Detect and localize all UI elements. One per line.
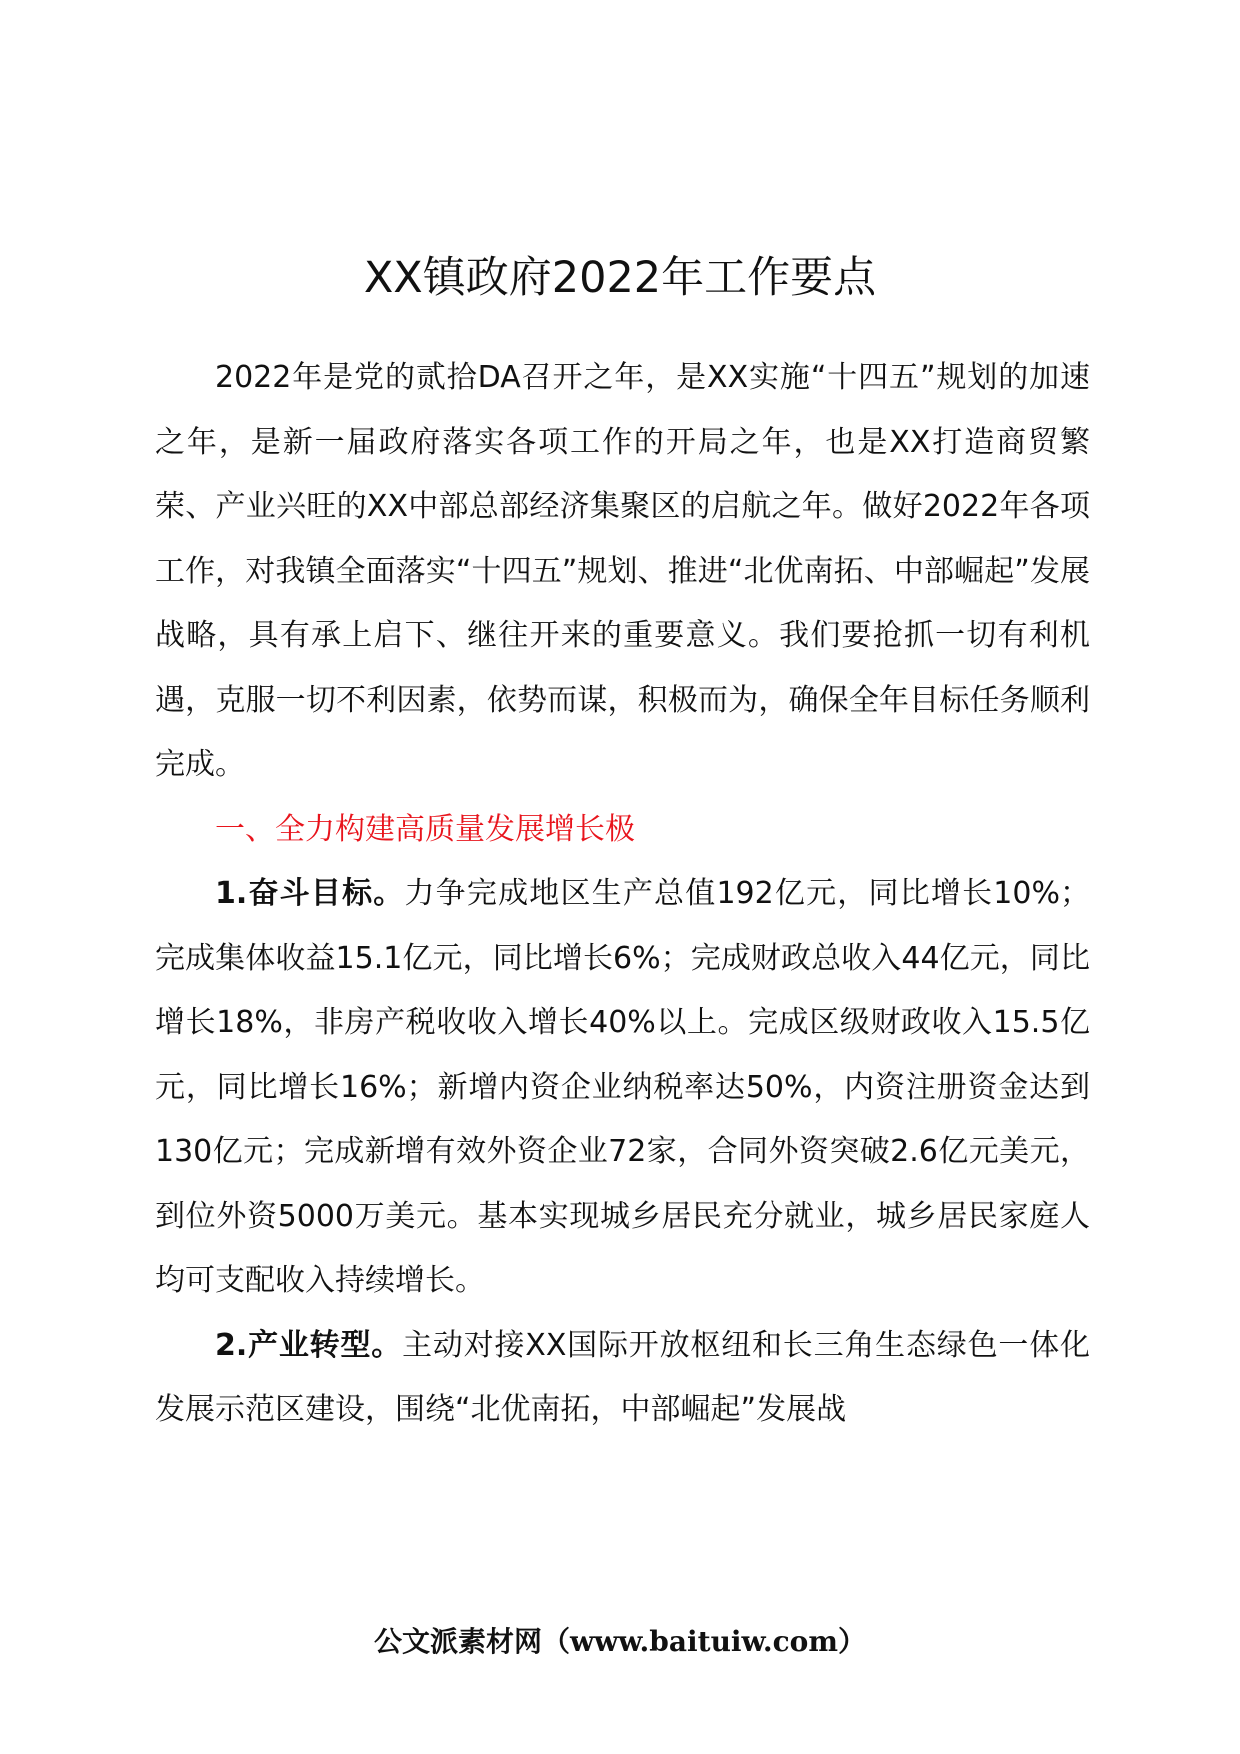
item-1-paragraph — [155, 862, 1090, 1314]
item-1-text: 力争完成地区生产总值192亿元，同比增长10%；完成集体收益15.1亿元，同比增长6%；完成财政总收入44亿元，同比增长18%，非房产税收收入增长40%以上。完成区级财政收入15.5亿元，同比增长16%；新增内资企业纳税率达50%，内资注册资金达到130亿元；完成新增有效外资企业72家，合同外资突破2.6亿元美元，到位外资5000万美元。基本实现城乡居民充分就业，城乡居民家庭人均可支配收入持续增长。 — [155, 876, 1090, 1298]
item-2-text: 主动对接XX国际开放枢纽和长三角生态绿色一体化发展示范区建设，围绕“北优南拓，中部崛起”发展战 — [155, 1327, 1090, 1427]
item-1-lead: 1.奋斗目标。 — [215, 876, 405, 911]
item-2-paragraph — [155, 1314, 1090, 1443]
document-body — [155, 346, 1090, 1443]
intro-paragraph: 2022年是党的贰拾DA召开之年，是XX实施“十四五”规划的加速之年，是新一届政府落实各项工作的开局之年，也是XX打造商贸繁荣、产业兴旺的XX中部总部经济集聚区的启航之年。做好2022年各项工作，对我镇全面落实“十四五”规划、推进“北优南拓、中部崛起”发展战略，具有承上启下、继往开来的重要意义。我们要抢抓一切有利机遇，克服一切不利因素，依势而谋，积极而为，确保全年目标任务顺利完成。 — [155, 360, 1090, 782]
item-2-lead: 2.产业转型。 — [215, 1327, 403, 1363]
page-title: XX镇政府2022年工作要点 — [363, 253, 877, 303]
section-heading-1: 一、全力构建高质量发展增长极 — [215, 811, 635, 847]
footer-watermark: 公文派素材网（www.baituiw.com） — [374, 1625, 866, 1658]
